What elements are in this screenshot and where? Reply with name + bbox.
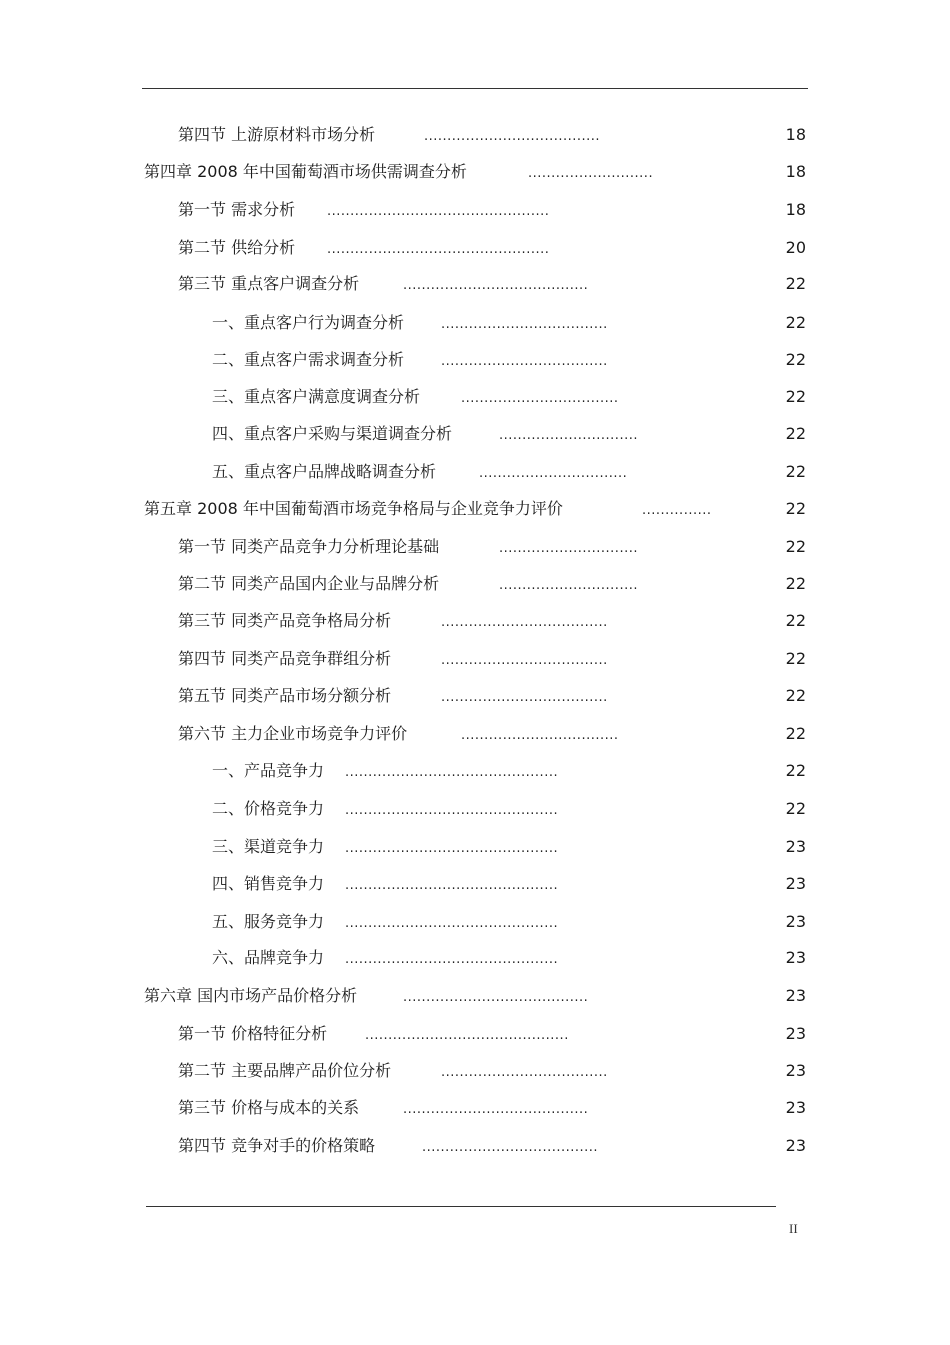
toc-entry-page-number: 23 [785,1061,806,1080]
toc-dot-leader: ........................................ [403,1102,589,1117]
toc-entry[interactable] [178,1134,830,1158]
toc-entry-title: 第五节 同类产品市场分额分析 [178,686,392,705]
toc-dot-leader: ...................................... [422,1140,599,1155]
toc-entry-title: 第一节 需求分析 [178,200,296,219]
toc-dot-leader: .............................................. [345,916,559,931]
toc-entry-page-number: 18 [785,125,806,144]
toc-dot-leader: .................................. [461,728,619,743]
toc-dot-leader: .............................................. [345,803,559,818]
toc-entry-page-number: 22 [785,611,806,630]
header-rule [142,88,808,89]
toc-dot-leader: .................................... [441,1065,608,1080]
toc-entry-title: 五、服务竞争力 [212,912,325,931]
toc-entry-title: 第四节 上游原材料市场分析 [178,125,376,144]
toc-entry[interactable] [178,572,830,596]
toc-entry[interactable] [178,647,830,671]
toc-entry-page-number: 18 [785,162,806,181]
toc-entry[interactable] [178,1022,830,1046]
toc-entry[interactable] [212,311,830,335]
toc-entry[interactable] [212,872,830,896]
toc-entry-title: 第二节 主要品牌产品价位分析 [178,1061,392,1080]
toc-entry-page-number: 22 [785,499,806,518]
toc-entry-title: 第三节 同类产品竞争格局分析 [178,611,392,630]
toc-entry-title: 一、重点客户行为调查分析 [212,313,405,332]
toc-entry[interactable] [178,684,830,708]
toc-entry-title: 三、渠道竞争力 [212,837,325,856]
page-number: II [789,1221,798,1236]
toc-entry-title: 第六章 国内市场产品价格分析 [144,986,358,1005]
toc-entry[interactable] [178,722,830,746]
toc-dot-leader: .................................... [441,690,608,705]
toc-entry-page-number: 22 [785,274,806,293]
toc-entry-page-number: 22 [785,462,806,481]
toc-entry-title: 第五章 2008 年中国葡萄酒市场竞争格局与企业竞争力评价 [144,499,563,518]
toc-entry[interactable] [178,236,830,260]
toc-entry[interactable] [212,759,830,783]
toc-entry[interactable] [144,497,830,521]
toc-entry[interactable] [178,272,830,296]
toc-entry-title: 第一节 同类产品竞争力分析理论基础 [178,537,440,556]
toc-entry-title: 第四章 2008 年中国葡萄酒市场供需调查分析 [144,162,467,181]
toc-entry[interactable] [144,984,830,1008]
toc-dot-leader: .................................. [461,391,619,406]
toc-entry-page-number: 23 [785,1136,806,1155]
toc-entry[interactable] [212,797,830,821]
toc-entry-page-number: 18 [785,200,806,219]
toc-entry-title: 第三节 价格与成本的关系 [178,1098,360,1117]
toc-entry-page-number: 23 [785,948,806,967]
toc-dot-leader: ........................... [528,166,654,181]
toc-dot-leader: ................................................ [327,204,550,219]
toc-dot-leader: .............................................. [345,841,559,856]
toc-entry[interactable] [178,1059,830,1083]
toc-dot-leader: ........................................ [403,278,589,293]
toc-entry-title: 五、重点客户品牌战略调查分析 [212,462,437,481]
toc-entry[interactable] [178,198,830,222]
toc-dot-leader: .................................... [441,317,608,332]
toc-entry[interactable] [178,609,830,633]
toc-dot-leader: .............................................. [345,952,559,967]
toc-dot-leader: ........................................ [403,990,589,1005]
toc-entry-title: 第二节 供给分析 [178,238,296,257]
toc-dot-leader: .............................. [499,541,638,556]
toc-entry[interactable] [212,422,830,446]
toc-entry-title: 三、重点客户满意度调查分析 [212,387,421,406]
toc-dot-leader: ............... [642,503,712,518]
toc-entry-title: 第四节 竞争对手的价格策略 [178,1136,376,1155]
toc-entry[interactable] [212,835,830,859]
toc-entry-page-number: 23 [785,1024,806,1043]
toc-entry-title: 六、品牌竞争力 [212,948,325,967]
toc-entry[interactable] [212,348,830,372]
toc-dot-leader: .............................. [499,428,638,443]
toc-dot-leader: .............................. [499,578,638,593]
toc-dot-leader: .................................... [441,615,608,630]
toc-dot-leader: .............................................. [345,765,559,780]
toc-dot-leader: ................................................ [327,242,550,257]
toc-entry-page-number: 22 [785,313,806,332]
toc-entry-title: 四、重点客户采购与渠道调查分析 [212,424,453,443]
toc-entry-page-number: 23 [785,986,806,1005]
toc-entry-page-number: 22 [785,574,806,593]
toc-dot-leader: ................................ [479,466,628,481]
toc-entry-page-number: 22 [785,799,806,818]
toc-entry-title: 第一节 价格特征分析 [178,1024,328,1043]
toc-entry-page-number: 22 [785,649,806,668]
toc-entry-page-number: 22 [785,724,806,743]
toc-dot-leader: .................................... [441,354,608,369]
toc-entry[interactable] [178,123,830,147]
toc-entry-page-number: 22 [785,424,806,443]
toc-entry-title: 二、重点客户需求调查分析 [212,350,405,369]
toc-entry-page-number: 22 [785,537,806,556]
toc-entry[interactable] [212,910,830,934]
toc-dot-leader: .................................... [441,653,608,668]
toc-entry-title: 四、销售竞争力 [212,874,325,893]
toc-dot-leader: ............................................ [365,1028,569,1043]
toc-entry[interactable] [212,385,830,409]
toc-entry-page-number: 23 [785,874,806,893]
toc-entry-title: 一、产品竞争力 [212,761,325,780]
toc-entry-title: 二、价格竞争力 [212,799,325,818]
footer-rule [146,1206,776,1207]
toc-entry-page-number: 23 [785,912,806,931]
toc-entry[interactable] [144,160,830,184]
toc-entry-page-number: 22 [785,350,806,369]
toc-entry[interactable] [212,460,830,484]
toc-dot-leader: ...................................... [424,129,601,144]
toc-entry-title: 第三节 重点客户调查分析 [178,274,360,293]
toc-entry[interactable] [212,946,830,970]
toc-entry-page-number: 23 [785,1098,806,1117]
toc-entry-page-number: 22 [785,686,806,705]
toc-entry[interactable] [178,535,830,559]
toc-entry-page-number: 22 [785,761,806,780]
toc-entry-title: 第四节 同类产品竞争群组分析 [178,649,392,668]
toc-entry-page-number: 23 [785,837,806,856]
toc-dot-leader: .............................................. [345,878,559,893]
toc-entry-title: 第六节 主力企业市场竞争力评价 [178,724,408,743]
toc-entry-page-number: 22 [785,387,806,406]
toc-entry[interactable] [178,1096,830,1120]
toc-entry-page-number: 20 [785,238,806,257]
toc-entry-title: 第二节 同类产品国内企业与品牌分析 [178,574,440,593]
